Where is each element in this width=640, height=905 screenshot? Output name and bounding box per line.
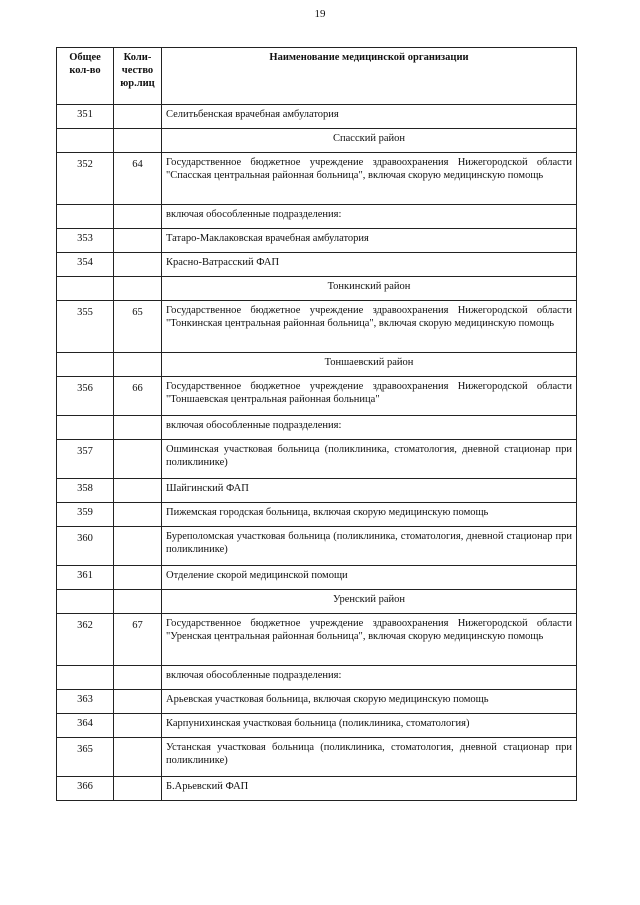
total-count-cell: 356 [57,377,114,416]
page-number: 19 [314,8,326,20]
legal-entities-cell [114,353,162,377]
subdivision-note-cell: включая обособленные подразделения: [162,205,577,229]
total-count-cell [57,666,114,690]
district-row [57,129,577,153]
total-count-cell: 365 [57,738,114,777]
table-row [57,527,577,566]
total-count-cell: 364 [57,714,114,738]
legal-entities-cell [114,666,162,690]
organization-name-cell: Карпунихинская участковая больница (поликлиника, стоматология) [162,714,577,738]
district-name-cell: Спасский район [162,129,577,153]
legal-entities-cell [114,690,162,714]
legal-entities-cell [114,105,162,129]
total-count-cell: 355 [57,301,114,353]
legal-entities-cell: 65 [114,301,162,353]
organization-name-cell: Государственное бюджетное учреждение здравоохранения Нижегородской области "Тоншаевская центральная районная больница" [162,377,577,416]
total-count-cell [57,277,114,301]
table-row [57,105,577,129]
table-row [57,440,577,479]
legal-entities-cell [114,440,162,479]
table-row [57,377,577,416]
subdivision-header-row [57,416,577,440]
total-count-cell: 363 [57,690,114,714]
table-row [57,614,577,666]
table-row [57,690,577,714]
organization-name-cell: Устанская участковая больница (поликлиника, стоматология, дневной стационар при поликлинике) [162,738,577,777]
subdivision-note-cell: включая обособленные подразделения: [162,416,577,440]
legal-entities-cell [114,738,162,777]
total-count-cell: 357 [57,440,114,479]
header-legal-entities: Коли-чество юр.лиц [114,48,162,105]
total-count-cell: 362 [57,614,114,666]
legal-entities-cell [114,714,162,738]
table-header [57,48,577,105]
total-count-cell: 359 [57,503,114,527]
legal-entities-cell [114,253,162,277]
legal-entities-cell [114,479,162,503]
table-row [57,777,577,801]
total-count-cell: 358 [57,479,114,503]
district-name-cell: Тонкинский район [162,277,577,301]
organization-name-cell: Государственное бюджетное учреждение здравоохранения Нижегородской области "Уренская центральная районная больница", включая скорую медицинскую помощь [162,614,577,666]
organization-name-cell: Арьевская участковая больница, включая скорую медицинскую помощь [162,690,577,714]
total-count-cell [57,590,114,614]
organization-name-cell: Ошминская участковая больница (поликлиника, стоматология, дневной стационар при поликлинике) [162,440,577,479]
legal-entities-cell [114,205,162,229]
organization-name-cell: Красно-Ватрасский ФАП [162,253,577,277]
organization-name-cell: Татаро-Маклаковская врачебная амбулатория [162,229,577,253]
table-row [57,738,577,777]
table-row [57,714,577,738]
legal-entities-cell [114,566,162,590]
total-count-cell [57,416,114,440]
organization-name-cell: Селитьбенская врачебная амбулатория [162,105,577,129]
subdivision-header-row [57,666,577,690]
total-count-cell [57,205,114,229]
organization-name-cell: Государственное бюджетное учреждение здравоохранения Нижегородской области "Спасская центральная районная больница", включая скорую медицинскую помощь [162,153,577,205]
subdivision-header-row [57,205,577,229]
legal-entities-cell [114,129,162,153]
total-count-cell: 360 [57,527,114,566]
table-row [57,301,577,353]
organization-name-cell: Отделение скорой медицинской помощи [162,566,577,590]
legal-entities-cell: 66 [114,377,162,416]
table-row [57,503,577,527]
legal-entities-cell [114,527,162,566]
organization-name-cell: Пижемская городская больница, включая скорую медицинскую помощь [162,503,577,527]
total-count-cell: 351 [57,105,114,129]
total-count-cell: 354 [57,253,114,277]
organization-name-cell: Б.Арьевский ФАП [162,777,577,801]
district-name-cell: Тоншаевский район [162,353,577,377]
medical-organizations-table [56,47,577,801]
header-total-count: Общее кол-во [57,48,114,105]
district-row [57,590,577,614]
table-row [57,479,577,503]
legal-entities-cell [114,777,162,801]
district-row [57,277,577,301]
legal-entities-cell [114,229,162,253]
table-row [57,229,577,253]
legal-entities-cell [114,416,162,440]
total-count-cell: 352 [57,153,114,205]
organization-name-cell: Буреполомская участковая больница (поликлиника, стоматология, дневной стационар при поликлинике) [162,527,577,566]
table-row [57,566,577,590]
total-count-cell [57,129,114,153]
legal-entities-cell [114,503,162,527]
legal-entities-cell [114,277,162,301]
organization-name-cell: Шайгинский ФАП [162,479,577,503]
district-row [57,353,577,377]
table-row [57,253,577,277]
legal-entities-cell: 64 [114,153,162,205]
total-count-cell [57,353,114,377]
district-name-cell: Уренский район [162,590,577,614]
legal-entities-cell: 67 [114,614,162,666]
total-count-cell: 361 [57,566,114,590]
organization-name-cell: Государственное бюджетное учреждение здравоохранения Нижегородской области "Тонкинская центральная районная больница", включая скорую медицинскую помощь [162,301,577,353]
total-count-cell: 366 [57,777,114,801]
header-organization-name: Наименование медицинской организации [162,48,577,105]
legal-entities-cell [114,590,162,614]
total-count-cell: 353 [57,229,114,253]
table-row [57,153,577,205]
subdivision-note-cell: включая обособленные подразделения: [162,666,577,690]
